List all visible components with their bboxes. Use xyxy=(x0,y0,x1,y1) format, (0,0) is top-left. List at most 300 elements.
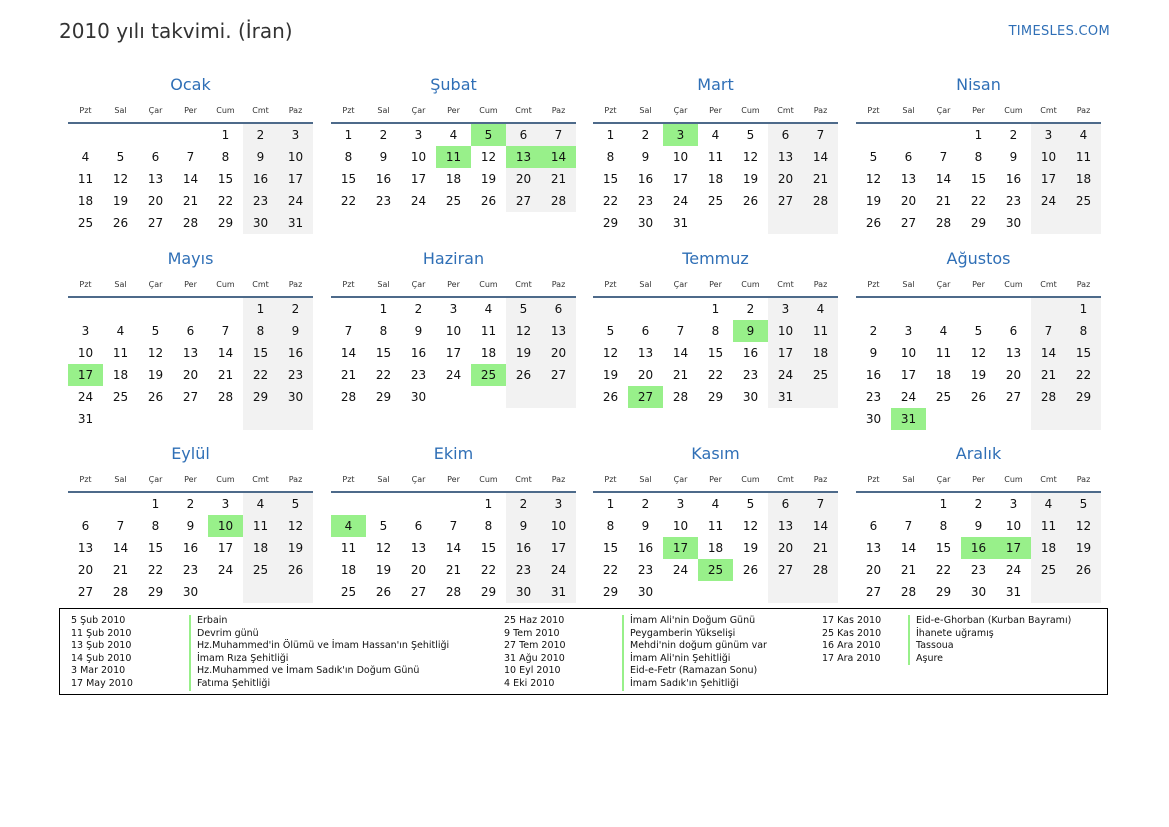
legend-holiday-name: Peygamberin Yükselişi xyxy=(630,627,736,639)
day-cell: 27 xyxy=(147,216,164,230)
day-cell: 19 xyxy=(602,368,619,382)
day-cell: 17 xyxy=(672,172,689,186)
day-cell: 14 xyxy=(935,172,952,186)
legend-dates-column xyxy=(822,615,881,665)
day-cell: 24 xyxy=(278,190,313,212)
weekday-label: Paz xyxy=(1076,280,1091,289)
legend-date: 17 Ara 2010 xyxy=(822,652,881,664)
day-cell: 18 xyxy=(243,537,278,559)
day-cell: 21 xyxy=(900,563,917,577)
day-cell: 5 xyxy=(116,150,125,164)
day-cell: 20 xyxy=(506,168,541,190)
day-cell: 2 xyxy=(379,128,388,142)
weekday-header xyxy=(593,278,838,292)
day-cell: 3 xyxy=(449,302,458,316)
day-cell: 13 xyxy=(147,172,164,186)
day-cell: 7 xyxy=(221,324,230,338)
day-cell: 15 xyxy=(602,172,619,186)
day-cell: 29 xyxy=(1066,386,1101,408)
weekday-label: Sal xyxy=(114,106,127,115)
day-cell: 3 xyxy=(663,124,698,146)
brand-link[interactable]: TIMESLES.COM xyxy=(1008,24,1110,39)
day-cell: 22 xyxy=(375,368,392,382)
day-cell: 21 xyxy=(112,563,129,577)
legend-holiday-name: Devrim günü xyxy=(197,627,259,639)
day-cell: 14 xyxy=(900,541,917,555)
weekday-label: Cum xyxy=(1004,106,1023,115)
legend-holiday-marker xyxy=(189,615,191,691)
legend-holiday-name: Hz.Muhammed'in Ölümü ve İmam Hassan'ın Şehitliği xyxy=(197,640,450,652)
day-cell: 21 xyxy=(541,168,576,190)
day-cell: 12 xyxy=(506,320,541,342)
weekday-label: Per xyxy=(709,280,722,289)
day-cell: 28 xyxy=(900,585,917,599)
day-cell: 4 xyxy=(803,298,838,320)
day-cell: 2 xyxy=(506,493,541,515)
day-cell: 20 xyxy=(77,563,94,577)
weekday-label: Cum xyxy=(741,475,760,484)
day-cell: 8 xyxy=(243,320,278,342)
day-cell: 7 xyxy=(939,150,948,164)
weekday-header xyxy=(856,104,1101,118)
day-cell: 19 xyxy=(506,342,541,364)
empty-cell xyxy=(138,298,173,320)
weekday-label: Cmt xyxy=(777,106,794,115)
day-cell: 1 xyxy=(379,302,388,316)
day-cell: 16 xyxy=(742,346,759,360)
day-cell: 11 xyxy=(1031,515,1066,537)
day-cell: 19 xyxy=(375,563,392,577)
day-cell: 6 xyxy=(641,324,650,338)
legend-holiday-name: Erbain xyxy=(197,615,228,626)
legend-date: 27 Tem 2010 xyxy=(504,640,566,652)
day-grid xyxy=(68,124,313,234)
day-cell: 13 xyxy=(637,346,654,360)
day-cell: 30 xyxy=(970,585,987,599)
day-cell: 30 xyxy=(278,386,313,408)
day-cell: 23 xyxy=(182,563,199,577)
weekday-label: Cum xyxy=(1004,280,1023,289)
empty-cell xyxy=(663,581,698,603)
day-cell: 15 xyxy=(340,172,357,186)
day-cell: 26 xyxy=(506,364,541,386)
day-cell: 5 xyxy=(471,124,506,146)
day-cell: 6 xyxy=(506,124,541,146)
day-cell: 22 xyxy=(480,563,497,577)
day-cell: 19 xyxy=(970,368,987,382)
day-cell: 9 xyxy=(641,519,650,533)
weekday-label: Per xyxy=(447,475,460,484)
day-cell: 2 xyxy=(243,124,278,146)
weekday-label: Cum xyxy=(216,106,235,115)
day-cell: 31 xyxy=(541,581,576,603)
day-cell: 11 xyxy=(707,150,724,164)
empty-cell xyxy=(1031,581,1066,603)
day-cell: 2 xyxy=(746,302,755,316)
weekday-label: Per xyxy=(972,106,985,115)
day-cell: 12 xyxy=(1066,515,1101,537)
day-cell: 1 xyxy=(974,128,983,142)
day-cell: 28 xyxy=(445,585,462,599)
weekday-label: Paz xyxy=(288,280,303,289)
weekday-header xyxy=(593,473,838,487)
weekday-label: Çar xyxy=(673,106,688,115)
empty-cell xyxy=(926,408,961,430)
day-cell: 25 xyxy=(243,559,278,581)
weekday-label: Cmt xyxy=(515,280,532,289)
empty-cell xyxy=(401,493,436,515)
day-cell: 13 xyxy=(900,172,917,186)
day-cell: 12 xyxy=(742,150,759,164)
weekday-label: Paz xyxy=(551,280,566,289)
weekday-label: Per xyxy=(447,106,460,115)
weekday-label: Paz xyxy=(813,280,828,289)
day-grid xyxy=(593,298,838,408)
legend-date: 14 Şub 2010 xyxy=(71,652,132,664)
day-cell: 29 xyxy=(243,386,278,408)
day-cell: 24 xyxy=(672,194,689,208)
day-cell: 12 xyxy=(375,541,392,555)
weekday-label: Pzt xyxy=(79,106,92,115)
empty-cell xyxy=(856,493,891,515)
day-cell: 3 xyxy=(541,493,576,515)
day-cell: 3 xyxy=(81,324,90,338)
day-cell: 31 xyxy=(891,408,926,430)
day-cell: 3 xyxy=(278,124,313,146)
legend-date: 25 Kas 2010 xyxy=(822,627,882,639)
day-cell: 11 xyxy=(707,519,724,533)
day-cell: 27 xyxy=(1005,390,1022,404)
day-cell: 23 xyxy=(970,563,987,577)
month-name: Temmuz xyxy=(682,249,749,268)
day-cell: 14 xyxy=(541,146,576,168)
day-cell: 27 xyxy=(506,190,541,212)
day-cell: 2 xyxy=(414,302,423,316)
weekday-label: Pzt xyxy=(604,280,617,289)
month-2 xyxy=(593,73,838,234)
weekday-label: Pzt xyxy=(867,106,880,115)
empty-cell xyxy=(278,581,313,603)
day-cell: 13 xyxy=(506,146,541,168)
day-cell: 8 xyxy=(606,150,615,164)
day-cell: 9 xyxy=(733,320,768,342)
day-cell: 18 xyxy=(803,342,838,364)
day-cell: 24 xyxy=(1005,563,1022,577)
empty-cell xyxy=(768,212,803,234)
legend-holiday-name: İmam Ali'nin Doğum Günü xyxy=(630,615,756,626)
day-cell: 10 xyxy=(768,320,803,342)
day-cell: 21 xyxy=(672,368,689,382)
day-cell: 23 xyxy=(410,368,427,382)
empty-cell xyxy=(803,581,838,603)
day-cell: 23 xyxy=(637,194,654,208)
day-cell: 6 xyxy=(414,519,423,533)
day-cell: 5 xyxy=(379,519,388,533)
day-cell: 10 xyxy=(541,515,576,537)
month-name: Mart xyxy=(697,75,734,94)
day-cell: 8 xyxy=(151,519,160,533)
weekday-label: Çar xyxy=(411,475,426,484)
empty-cell xyxy=(173,124,208,146)
day-cell: 7 xyxy=(344,324,353,338)
day-cell: 3 xyxy=(1031,124,1066,146)
month-5 xyxy=(331,247,576,408)
day-cell: 16 xyxy=(637,172,654,186)
weekday-label: Sal xyxy=(902,280,915,289)
day-cell: 26 xyxy=(480,194,497,208)
empty-cell xyxy=(208,581,243,603)
day-cell: 28 xyxy=(1031,386,1066,408)
weekday-label: Cmt xyxy=(1040,475,1057,484)
day-cell: 30 xyxy=(865,412,882,426)
weekday-label: Pzt xyxy=(867,280,880,289)
weekday-header xyxy=(68,104,313,118)
day-cell: 23 xyxy=(742,368,759,382)
day-cell: 24 xyxy=(768,364,803,386)
empty-cell xyxy=(436,493,471,515)
legend-date: 10 Eyl 2010 xyxy=(504,665,561,677)
day-cell: 22 xyxy=(602,194,619,208)
day-cell: 29 xyxy=(217,216,234,230)
day-cell: 16 xyxy=(278,342,313,364)
day-cell: 2 xyxy=(869,324,878,338)
day-cell: 30 xyxy=(243,212,278,234)
empty-cell xyxy=(733,212,768,234)
day-cell: 7 xyxy=(1031,320,1066,342)
day-cell: 15 xyxy=(970,172,987,186)
day-cell: 10 xyxy=(672,150,689,164)
day-cell: 31 xyxy=(77,412,94,426)
day-cell: 13 xyxy=(865,541,882,555)
day-cell: 26 xyxy=(602,390,619,404)
day-cell: 24 xyxy=(1031,190,1066,212)
day-cell: 11 xyxy=(935,346,952,360)
day-cell: 5 xyxy=(151,324,160,338)
empty-cell xyxy=(103,493,138,515)
empty-cell xyxy=(1066,212,1101,234)
day-cell: 20 xyxy=(768,537,803,559)
day-cell: 26 xyxy=(375,585,392,599)
weekday-label: Cmt xyxy=(777,475,794,484)
day-cell: 5 xyxy=(746,497,755,511)
empty-cell xyxy=(173,408,208,430)
empty-cell xyxy=(541,386,576,408)
day-cell: 7 xyxy=(803,124,838,146)
day-cell: 7 xyxy=(449,519,458,533)
day-cell: 9 xyxy=(278,320,313,342)
day-cell: 19 xyxy=(1066,537,1101,559)
day-cell: 25 xyxy=(698,559,733,581)
empty-cell xyxy=(138,124,173,146)
day-cell: 30 xyxy=(506,581,541,603)
day-grid xyxy=(856,298,1101,430)
day-cell: 14 xyxy=(217,346,234,360)
month-7 xyxy=(856,247,1101,430)
day-cell: 8 xyxy=(606,519,615,533)
empty-cell xyxy=(243,408,278,430)
day-cell: 10 xyxy=(672,519,689,533)
empty-cell xyxy=(891,124,926,146)
day-cell: 4 xyxy=(711,497,720,511)
weekday-label: Cum xyxy=(216,475,235,484)
empty-cell xyxy=(803,212,838,234)
day-cell: 24 xyxy=(900,390,917,404)
day-grid xyxy=(856,493,1101,603)
day-cell: 25 xyxy=(340,585,357,599)
weekday-header xyxy=(331,473,576,487)
weekday-label: Cmt xyxy=(252,280,269,289)
day-cell: 20 xyxy=(541,342,576,364)
legend-date: 31 Ağu 2010 xyxy=(504,652,565,664)
day-cell: 24 xyxy=(541,559,576,581)
weekday-label: Paz xyxy=(813,475,828,484)
day-cell: 15 xyxy=(147,541,164,555)
day-cell: 8 xyxy=(484,519,493,533)
day-cell: 22 xyxy=(602,563,619,577)
day-cell: 7 xyxy=(904,519,913,533)
day-cell: 15 xyxy=(480,541,497,555)
day-cell: 22 xyxy=(970,194,987,208)
empty-cell xyxy=(961,408,996,430)
empty-cell xyxy=(733,581,768,603)
day-cell: 2 xyxy=(186,497,195,511)
day-cell: 29 xyxy=(602,216,619,230)
month-name: Nisan xyxy=(956,75,1001,94)
day-cell: 6 xyxy=(768,493,803,515)
day-cell: 25 xyxy=(803,364,838,386)
day-cell: 3 xyxy=(676,497,685,511)
day-cell: 31 xyxy=(768,386,803,408)
day-cell: 17 xyxy=(410,172,427,186)
weekday-header xyxy=(68,473,313,487)
legend-holiday-name: Eid-e-Ghorban (Kurban Bayramı) xyxy=(916,615,1072,626)
day-cell: 27 xyxy=(768,190,803,212)
day-cell: 24 xyxy=(217,563,234,577)
day-cell: 1 xyxy=(221,128,230,142)
day-cell: 29 xyxy=(707,390,724,404)
day-cell: 6 xyxy=(151,150,160,164)
day-cell: 1 xyxy=(1066,298,1101,320)
day-grid xyxy=(331,493,576,603)
day-cell: 21 xyxy=(935,194,952,208)
month-0 xyxy=(68,73,313,234)
day-cell: 29 xyxy=(480,585,497,599)
day-cell: 17 xyxy=(1031,168,1066,190)
day-cell: 15 xyxy=(217,172,234,186)
empty-cell xyxy=(926,298,961,320)
day-cell: 20 xyxy=(768,168,803,190)
month-3 xyxy=(856,73,1101,234)
day-cell: 6 xyxy=(904,150,913,164)
day-cell: 19 xyxy=(865,194,882,208)
day-cell: 26 xyxy=(742,194,759,208)
empty-cell xyxy=(68,124,103,146)
day-cell: 23 xyxy=(278,364,313,386)
month-name: Ocak xyxy=(170,75,211,94)
day-cell: 18 xyxy=(707,541,724,555)
day-cell: 18 xyxy=(480,346,497,360)
weekday-label: Çar xyxy=(936,280,951,289)
day-cell: 16 xyxy=(637,541,654,555)
day-cell: 15 xyxy=(707,346,724,360)
day-cell: 11 xyxy=(803,320,838,342)
weekday-label: Cmt xyxy=(252,106,269,115)
day-cell: 25 xyxy=(471,364,506,386)
empty-cell xyxy=(68,298,103,320)
month-9 xyxy=(331,442,576,603)
day-cell: 5 xyxy=(1066,493,1101,515)
empty-cell xyxy=(961,298,996,320)
weekday-label: Per xyxy=(184,475,197,484)
day-cell: 4 xyxy=(711,128,720,142)
day-cell: 7 xyxy=(186,150,195,164)
day-cell: 14 xyxy=(803,146,838,168)
day-cell: 29 xyxy=(602,585,619,599)
day-cell: 25 xyxy=(1031,559,1066,581)
day-cell: 12 xyxy=(278,515,313,537)
day-cell: 21 xyxy=(340,368,357,382)
empty-cell xyxy=(436,386,471,408)
day-cell: 15 xyxy=(375,346,392,360)
weekday-label: Pzt xyxy=(79,280,92,289)
day-cell: 20 xyxy=(637,368,654,382)
day-cell: 11 xyxy=(340,541,357,555)
day-cell: 16 xyxy=(410,346,427,360)
day-cell: 7 xyxy=(676,324,685,338)
day-cell: 17 xyxy=(768,342,803,364)
day-cell: 16 xyxy=(1005,172,1022,186)
legend-holiday-marker xyxy=(622,615,624,691)
day-cell: 19 xyxy=(278,537,313,559)
day-cell: 8 xyxy=(379,324,388,338)
day-cell: 14 xyxy=(112,541,129,555)
day-cell: 26 xyxy=(1066,559,1101,581)
day-cell: 3 xyxy=(904,324,913,338)
day-cell: 23 xyxy=(375,194,392,208)
day-cell: 4 xyxy=(484,302,493,316)
weekday-label: Cum xyxy=(741,280,760,289)
day-cell: 27 xyxy=(900,216,917,230)
day-cell: 30 xyxy=(182,585,199,599)
day-grid xyxy=(331,124,576,212)
legend-holiday-name: İmam Ali'nin Şehitliği xyxy=(630,652,731,664)
day-cell: 27 xyxy=(628,386,663,408)
day-cell: 20 xyxy=(410,563,427,577)
weekday-label: Çar xyxy=(148,475,163,484)
day-cell: 3 xyxy=(414,128,423,142)
day-cell: 15 xyxy=(243,342,278,364)
day-cell: 2 xyxy=(641,128,650,142)
day-cell: 8 xyxy=(1066,320,1101,342)
day-cell: 18 xyxy=(112,368,129,382)
day-cell: 9 xyxy=(869,346,878,360)
day-cell: 4 xyxy=(1031,493,1066,515)
day-cell: 22 xyxy=(340,194,357,208)
weekday-label: Cum xyxy=(479,280,498,289)
day-cell: 19 xyxy=(742,172,759,186)
day-cell: 11 xyxy=(243,515,278,537)
empty-cell xyxy=(593,298,628,320)
day-cell: 13 xyxy=(768,515,803,537)
day-cell: 15 xyxy=(1066,342,1101,364)
weekday-label: Sal xyxy=(639,106,652,115)
month-name: Kasım xyxy=(691,444,740,463)
day-cell: 14 xyxy=(182,172,199,186)
day-cell: 26 xyxy=(970,390,987,404)
empty-cell xyxy=(103,298,138,320)
empty-cell xyxy=(331,493,366,515)
legend-date: 25 Haz 2010 xyxy=(504,615,565,626)
